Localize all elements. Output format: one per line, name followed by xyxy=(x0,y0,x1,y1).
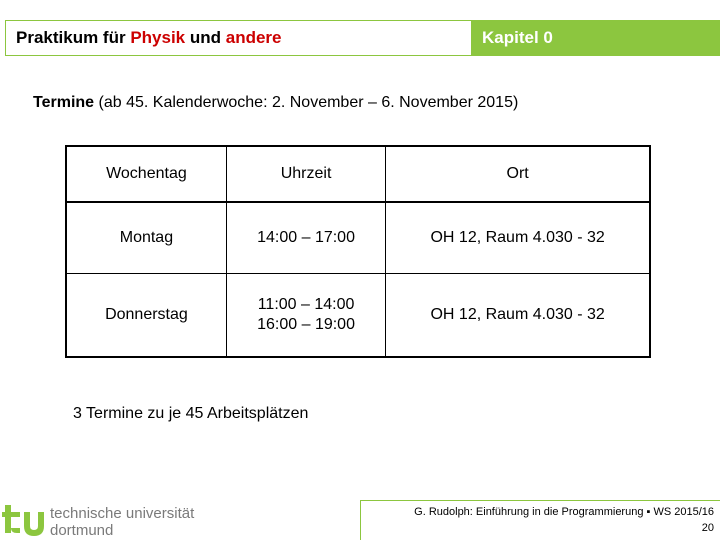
schedule-table xyxy=(65,145,651,358)
title-part-2: und xyxy=(185,28,226,47)
university-line-2: dortmund xyxy=(50,522,114,539)
university-name xyxy=(50,505,194,539)
title-physik: Physik xyxy=(130,28,186,47)
chapter-label: Kapitel 0 xyxy=(482,28,553,47)
cell-place: OH 12, Raum 4.030 - 32 xyxy=(386,273,650,357)
table-header-row xyxy=(66,146,650,202)
cell-place: OH 12, Raum 4.030 - 32 xyxy=(386,202,650,273)
intro-text: (ab 45. Kalenderwoche: 2. November – 6. November 2015) xyxy=(94,94,519,111)
cell-times xyxy=(226,273,385,357)
cell-time-1: 11:00 – 14:00 xyxy=(257,295,355,313)
note-text: 3 Termine zu je 45 Arbeitsplätzen xyxy=(73,405,309,422)
table-row xyxy=(66,202,650,273)
table-row xyxy=(66,273,650,357)
page-number: 20 xyxy=(701,522,714,534)
intro-bold: Termine xyxy=(33,94,95,111)
header-wochentag: Wochentag xyxy=(66,146,226,202)
cell-time: 14:00 – 17:00 xyxy=(226,202,385,273)
course-info: G. Rudolph: Einführung in die Programmierung ▪ WS 2015/16 xyxy=(414,506,714,518)
university-line-1: technische universität xyxy=(50,505,195,522)
slide-title xyxy=(16,28,281,48)
cell-day: Montag xyxy=(66,202,226,273)
title-part-1: Praktikum für xyxy=(16,28,131,47)
intro-line xyxy=(33,94,518,112)
footer-box xyxy=(360,500,720,540)
title-andere: andere xyxy=(225,28,282,47)
cell-time-2: 16:00 – 19:00 xyxy=(257,315,355,333)
header-uhrzeit: Uhrzeit xyxy=(226,146,385,202)
tu-logo-icon xyxy=(2,501,46,537)
header-title-box xyxy=(5,20,472,56)
header-ort: Ort xyxy=(386,146,650,202)
cell-day: Donnerstag xyxy=(66,273,226,357)
chapter-box xyxy=(472,20,720,56)
